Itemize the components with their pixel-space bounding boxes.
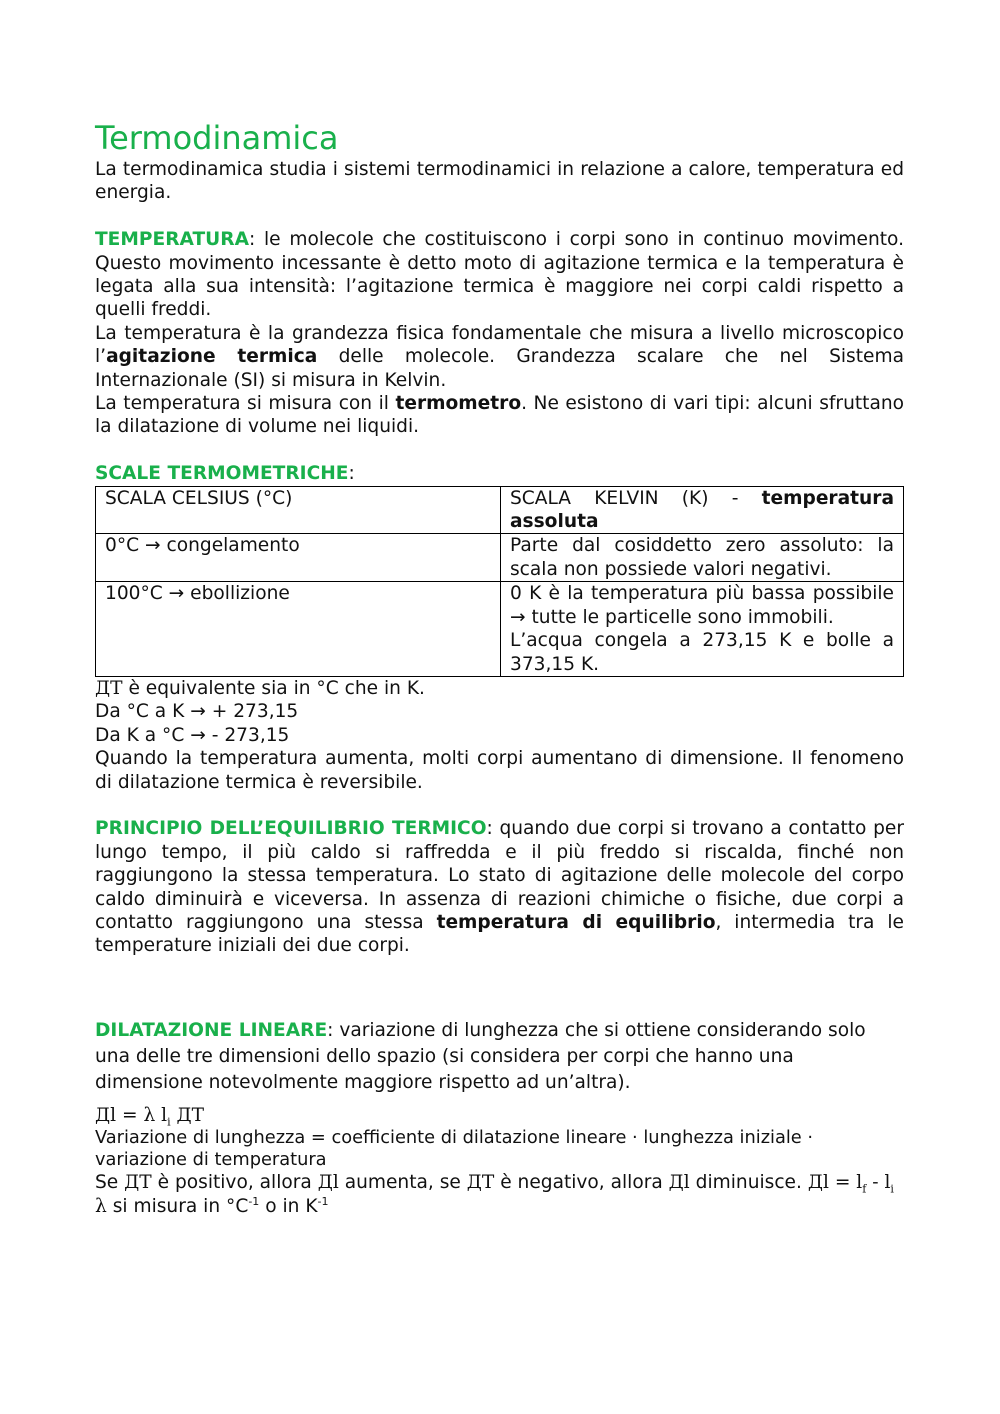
table-row [96, 582, 904, 677]
kelvin-header-cell: SCALA KELVIN (K) - temperatura assoluta [501, 486, 904, 534]
scale-heading-line: SCALE TERMOMETRICHE: [95, 463, 355, 485]
scale-table [95, 486, 904, 677]
celsius-cell: 100°C → ebollizione [96, 582, 501, 677]
dilatazione-termica-paragraph: Quando la temperatura aumenta, molti corpi aumentano di dimensione. Il fenomeno di dilatazione termica è reversibile. [95, 748, 904, 793]
dilatazione-formula: Дl = λ $l_i$ ДТ [95, 1104, 205, 1129]
table-row [96, 486, 904, 534]
kelvin-cell: Parte dal cosiddetto zero assoluto: la scala non possiede valori negativi. [501, 534, 904, 582]
scale-heading: SCALE TERMOMETRICHE [95, 463, 349, 485]
dilatazione-heading: DILATAZIONE LINEARE [95, 1019, 328, 1041]
equilibrio-paragraph: PRINCIPIO DELL’EQUILIBRIO TERMICO: quando due corpi si trovano a contatto per lungo tempo, il più caldo si raffredda e il più freddo si riscalda, finché non raggiungono la stessa temperatura. Lo stato di agitazione delle molecole del corpo caldo diminuirà e viceversa. In assenza di reazioni chimiche o fisiche, due corpi a contatto raggiungono una stessa temperatura di equilibrio, intermedia tra le temperature iniziali dei due corpi. [95, 818, 904, 957]
table-row [96, 534, 904, 582]
dilatazione-paragraph: DILATAZIONE LINEARE: variazione di lunghezza che si ottiene considerando solo una delle tre dimensioni dello spazio (si considera per corpi che hanno una dimensione notevolmente maggiore rispetto ad un’altra). [95, 1019, 866, 1093]
temperatura-definition: La temperatura è la grandezza fisica fondamentale che misura a livello microscopico l’agitazione termica delle molecole. Grandezza scalare che nel Sistema Internazionale (SI) si misura in Kelvin. [95, 322, 904, 391]
formula-description: Variazione di lunghezza = coefficiente di dilatazione lineare · lunghezza iniziale · variazione di temperatura [95, 1127, 814, 1171]
temperatura-heading: TEMPERATURA [95, 229, 249, 251]
conversion-k-to-c: Da K a °C → - 273,15 [95, 724, 290, 746]
equilibrio-heading: PRINCIPIO DELL’EQUILIBRIO TERMICO [95, 818, 487, 840]
celsius-header-cell: SCALA CELSIUS (°C) [96, 486, 501, 534]
unit-line: λ si misura in $^\circ C^{-1}$ o in $K^{-1}$ [95, 1194, 329, 1217]
conversion-c-to-k: Da °C a K → + 273,15 [95, 701, 299, 723]
delta-t-line: ДТ è equivalente sia in °C che in K. [95, 677, 425, 699]
termometro-paragraph: La temperatura si misura con il termometro. Ne esistono di vari tipi: alcuni sfruttano la dilatazione di volume nei liquidi. [95, 393, 904, 438]
intro-paragraph: La termodinamica studia i sistemi termodinamici in relazione a calore, temperatura ed energia. [95, 159, 904, 204]
temperatura-paragraph: TEMPERATURA: le molecole che costituiscono i corpi sono in continuo movimento. Questo movimento incessante è detto moto di agitazione termica e la temperatura è legata alla sua intensità: l’agitazione termica è maggiore nei corpi caldi rispetto a quelli freddi. [95, 229, 904, 321]
kelvin-cell: 0 K è la temperatura più bassa possibile → tutte le particelle sono immobili. L’acqua congela a 273,15 K e bolle a 373,15 K. [501, 582, 904, 677]
sign-paragraph: Se ДТ è positivo, allora Дl aumenta, se ДТ è negativo, allora Дl diminuisce. Дl = $l_f - l_i$ [95, 1172, 894, 1196]
document-page [95, 118, 904, 1218]
celsius-cell: 0°C → congelamento [96, 534, 501, 582]
page-title: Termodinamica [95, 119, 339, 157]
